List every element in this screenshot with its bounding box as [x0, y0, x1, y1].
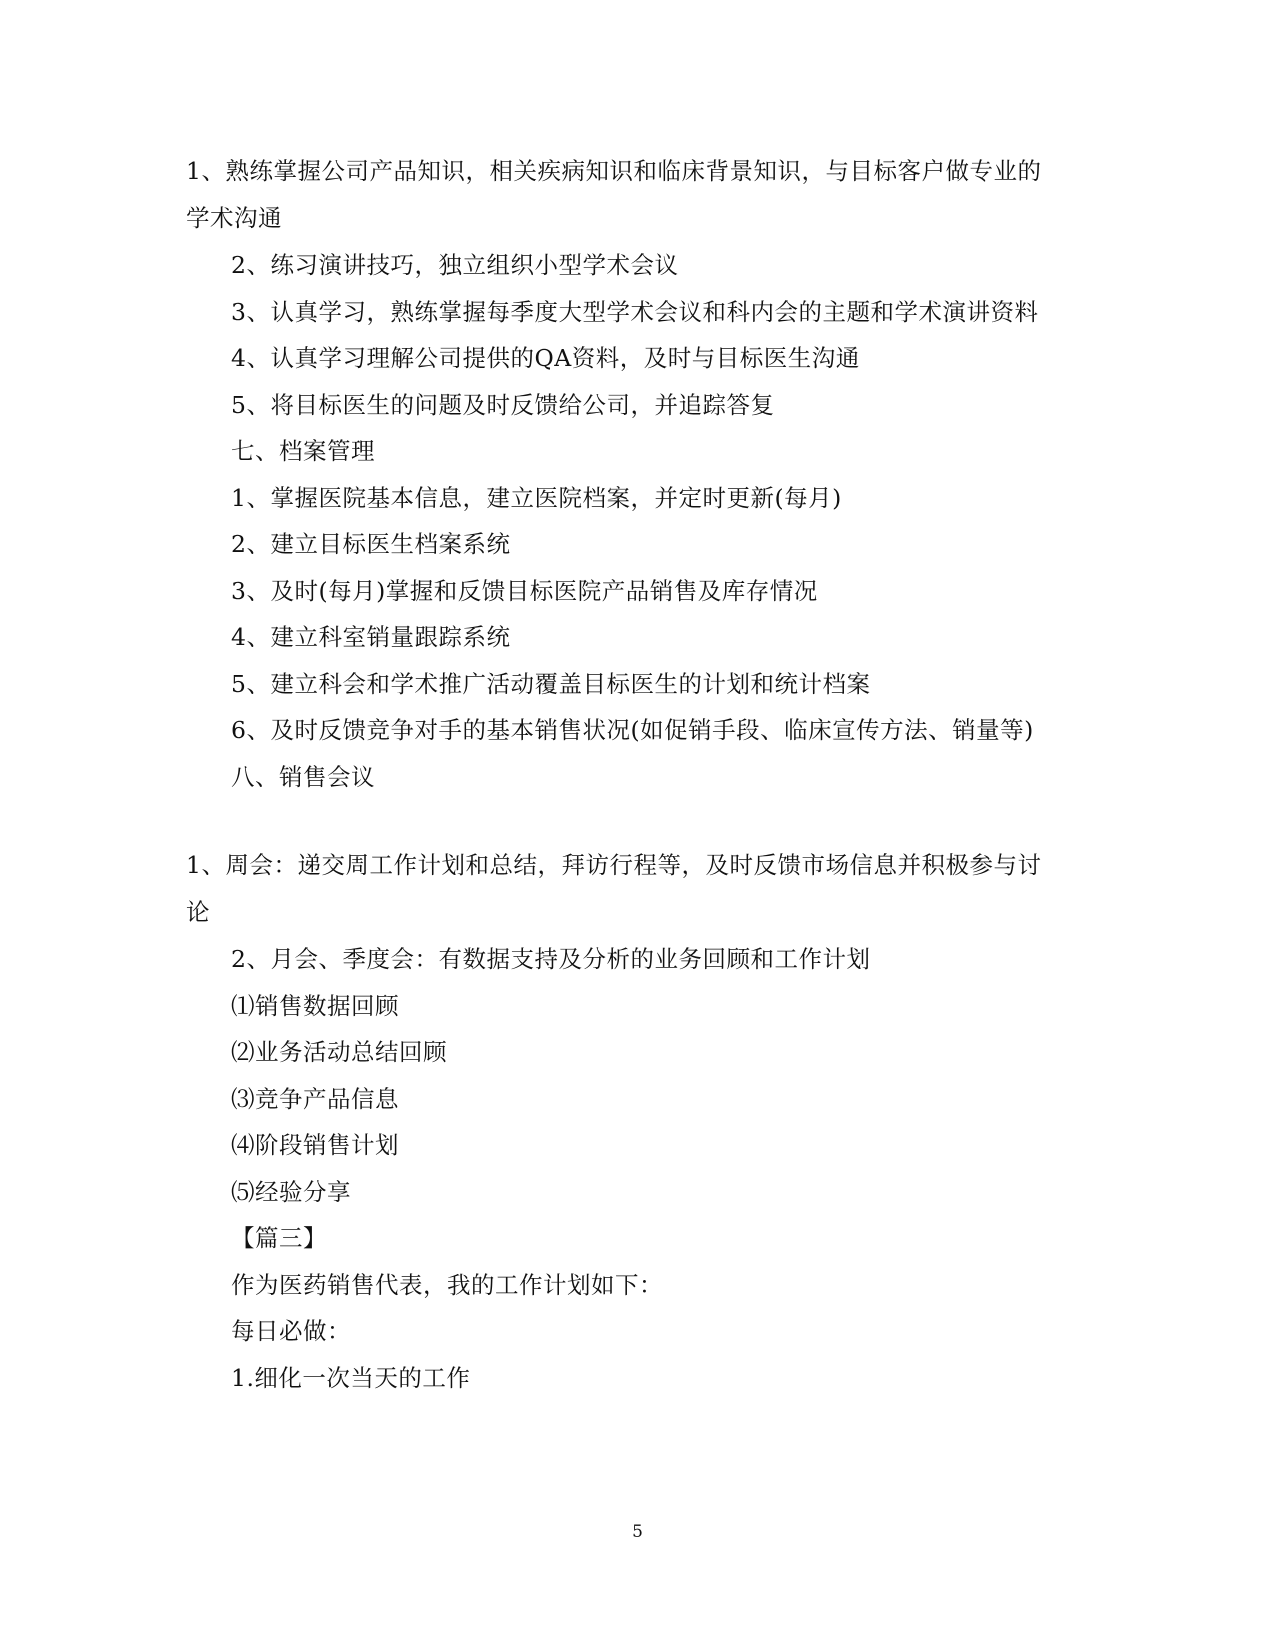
paragraph-3: 3、认真学习，熟练掌握每季度大型学术会议和科内会的主题和学术演讲资料: [231, 298, 1039, 326]
meeting-item-1: [186, 850, 1066, 927]
meeting-item-2: 2、月会、季度会：有数据支持及分析的业务回顾和工作计划: [231, 945, 871, 973]
paragraph-1-line-1: 1、熟练掌握公司产品知识，相关疾病知识和临床背景知识，与目标客户做专业的: [186, 157, 1042, 185]
heading-section-8: 八、销售会议: [231, 763, 375, 791]
heading-section-7: 七、档案管理: [231, 437, 375, 465]
paragraph-5: 5、将目标医生的问题及时反馈给公司，并追踪答复: [231, 391, 775, 419]
paragraph-4: 4、认真学习理解公司提供的QA资料，及时与目标医生沟通: [231, 344, 860, 372]
paragraph-1: [186, 156, 1066, 233]
sub-item-5: ⑸经验分享: [231, 1178, 351, 1206]
meeting-item-1-line-1: 1、周会：递交周工作计划和总结，拜访行程等，及时反馈市场信息并积极参与讨: [186, 851, 1042, 879]
page-number: 5: [632, 1522, 643, 1542]
sub-item-4: ⑷阶段销售计划: [231, 1131, 399, 1159]
daily-heading: 每日必做：: [231, 1317, 351, 1345]
section-3-heading: 【篇三】: [231, 1224, 327, 1252]
archive-item-4: 4、建立科室销量跟踪系统: [231, 623, 511, 651]
archive-item-3: 3、及时(每月)掌握和反馈目标医院产品销售及库存情况: [231, 577, 818, 605]
meeting-item-1-line-2: 论: [186, 898, 210, 926]
daily-item-1: 1.细化一次当天的工作: [231, 1364, 471, 1392]
sub-item-3: ⑶竞争产品信息: [231, 1085, 399, 1113]
paragraph-1-line-2: 学术沟通: [186, 204, 282, 232]
paragraph-2: 2、练习演讲技巧，独立组织小型学术会议: [231, 251, 679, 279]
archive-item-6: 6、及时反馈竞争对手的基本销售状况(如促销手段、临床宣传方法、销量等): [231, 716, 1034, 744]
sub-item-2: ⑵业务活动总结回顾: [231, 1038, 447, 1066]
intro-text: 作为医药销售代表，我的工作计划如下：: [231, 1271, 663, 1299]
sub-item-1: ⑴销售数据回顾: [231, 992, 399, 1020]
archive-item-1: 1、掌握医院基本信息，建立医院档案，并定时更新(每月): [231, 484, 842, 512]
archive-item-5: 5、建立科会和学术推广活动覆盖目标医生的计划和统计档案: [231, 670, 871, 698]
archive-item-2: 2、建立目标医生档案系统: [231, 530, 511, 558]
